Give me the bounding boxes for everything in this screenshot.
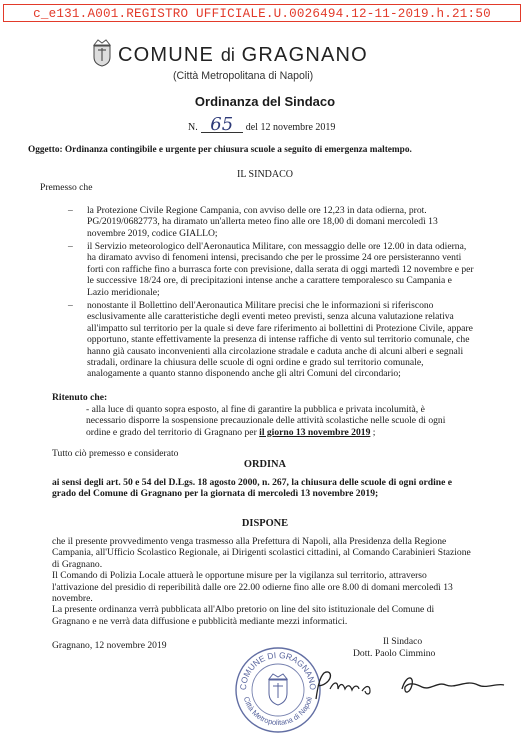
dispone-heading: DISPONE <box>241 518 289 529</box>
premesso-heading: Premesso che <box>40 182 93 193</box>
place-date: Gragnano, 12 novembre 2019 <box>52 640 167 651</box>
seal-bottom-text: Città Metropolitana di Napoli <box>241 695 315 728</box>
metro-subtitle: (Città Metropolitana di Napoli) <box>173 70 314 82</box>
subject-line: Oggetto: Ordinanza contingibile e urgente per chiusura scuole a seguito di emergenza maltempo. <box>28 145 412 155</box>
ordina-text: ai sensi degli art. 50 e 54 del D.Lgs. 18 agosto 2000, n. 267, la chiusura delle scuole di ogni ordine e grado del Comune di Gragnano per la giornata di mercoledì 13 novembre 2019; <box>52 477 453 500</box>
il-sindaco-heading: IL SINDACO <box>236 169 293 180</box>
bullet-dash: – <box>68 205 73 216</box>
svg-text:Città Metropolitana di Napoli <box>242 696 314 727</box>
signature-scribble <box>310 667 510 707</box>
signature-name: Dott. Paolo Cimmino <box>353 648 436 659</box>
crest-icon <box>91 37 113 67</box>
protocol-stamp: c_e131.A001.REGISTRO UFFICIALE.U.0026494.12-11-2019.h.21:50 <box>3 4 521 22</box>
ordina-heading: ORDINA <box>243 459 287 470</box>
ordinance-number-line: N. 65 del 12 novembre 2019 <box>188 114 336 135</box>
bullet-dash: – <box>68 241 73 252</box>
bullet-2: il Servizio meteorologico dell'Aeronautica Militare, con messaggio delle ore 12.00 in data odierna, ha diramato avviso di fenomeni intensi, precisando che per le prossime 24 ore persisteranno venti forti con raffiche fino a burrasca forte con previsione, dalla serata di oggi martedì 12 novembre e per le successive 18/24 ore, di precipitazioni intense anche a carattere temporalesco su Campania e Lazio meridionale; <box>87 241 474 298</box>
seal-crest-icon <box>269 674 287 705</box>
bullet-3: nonostante il Bollettino dell'Aeronautica Militare precisi che le informazioni si riferiscono esclusivamente alle caratteristiche degli eventi meteo previsti, senza alcuna valutazione relativa all'impatto sul territorio per la quale si deve fare riferimento ai bollettini di Protezione Civile, appare opportuno, stante effettivamente la presenza di intense raffiche di vento sul territorio comunale, che hanno già causato inconvenienti alla circolazione stradale e caduta anche di alcuni alberi e segnali stradali, ordinare la chiusura delle scuole di ogni ordine e grado sul territorio comunale, analogamente a quanto stanno disponendo anche gli altri Comuni del circondario; <box>87 300 473 380</box>
seal-top-text: COMUNE DI GRAGNANO <box>237 649 319 691</box>
document-title: Ordinanza del Sindaco <box>194 94 336 109</box>
handwritten-number: 65 <box>201 118 243 133</box>
signature-role: Il Sindaco <box>383 636 423 647</box>
bullet-1: la Protezione Civile Regione Campania, con avviso delle ore 12,23 in data odierna, prot. PG/2019/0682773, ha diramato un'allerta meteo fino alle ore 18,00 di domani mercoledì 13 novembre 2019, codice GIALLO; <box>87 205 438 239</box>
ritenuto-heading: Ritenuto che: <box>52 392 108 403</box>
tutto-cio-text: Tutto ciò premesso e considerato <box>52 448 179 459</box>
dispone-text: che il presente provvedimento venga trasmesso alla Prefettura di Napoli, alla Presidenza della Regione Campania, all'Ufficio Scolastico Regionale, ai Dirigenti scolastici cittadini, al Comando Carabinieri Stazione di Gragnano. Il Comando di Polizia Locale attuerà le opportune misure per la vigilanza sul territorio, attraverso l'attivazione del presidio di reperibilità dalle ore 22.00 odierne fino alle ore 8.00 di domani mercoledì 13 novembre. La presente ordinanza verrà pubblicata all'Albo pretorio on line del sito istituzionale del Comune di Gragnano e ne verrà data diffusione e pubblicità mediante mezzi informatici. <box>52 536 471 627</box>
ritenuto-text: - alla luce di quanto sopra esposto, al fine di garantire la pubblica e privata incolumità, è necessario disporre la sospensione precauzionale delle attività scolastiche nelle scuole di ogni ordine e grado del territorio di Gragnano per il giorno 13 novembre 2019 ; <box>86 404 446 438</box>
bullet-dash: – <box>68 300 73 311</box>
comune-heading: COMUNE di GRAGNANO <box>118 44 368 66</box>
